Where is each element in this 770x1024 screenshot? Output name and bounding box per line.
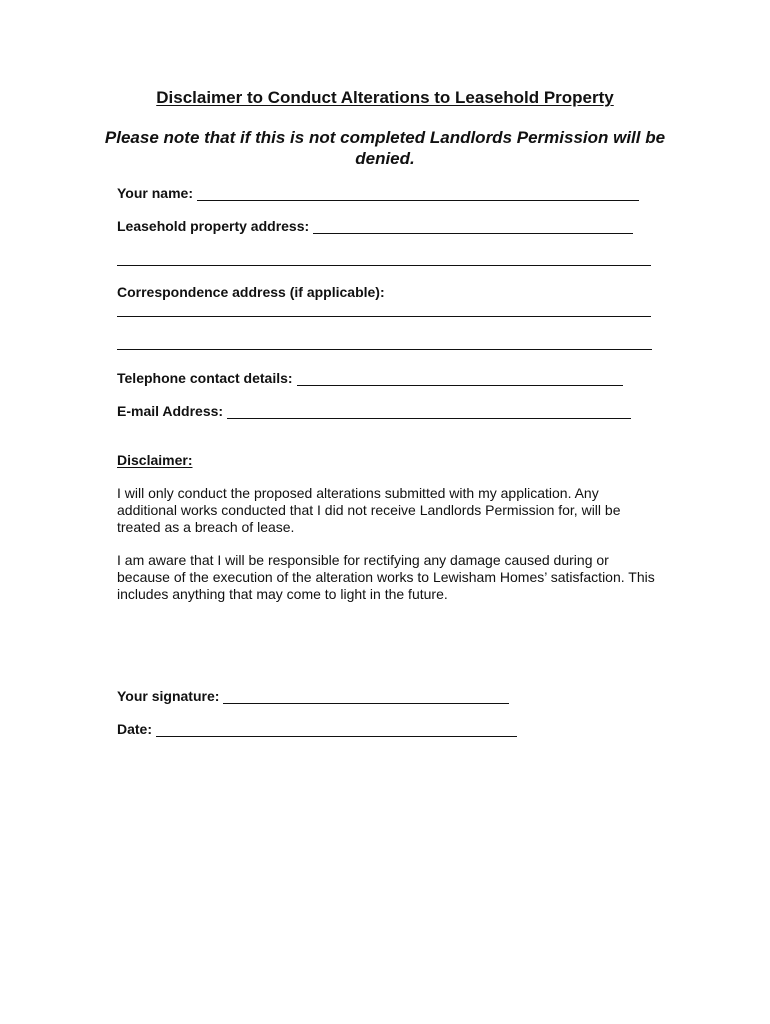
telephone-row <box>117 368 623 386</box>
email-row <box>117 401 631 419</box>
leasehold-address-label: Leasehold property address: <box>117 218 310 234</box>
signature-row <box>117 686 509 704</box>
correspondence-address-field-line-2[interactable] <box>117 348 652 350</box>
date-field[interactable] <box>156 722 517 737</box>
telephone-label: Telephone contact details: <box>117 370 293 386</box>
email-field[interactable] <box>227 404 631 419</box>
leasehold-address-row <box>117 216 633 234</box>
document-title: Disclaimer to Conduct Alterations to Leasehold Property <box>156 88 614 107</box>
date-row <box>117 719 517 737</box>
your-name-row <box>117 183 639 201</box>
signature-label: Your signature: <box>117 688 220 704</box>
telephone-field[interactable] <box>297 371 623 386</box>
permission-notice: Please note that if this is not completed Landlords Permission will be denied. <box>104 128 666 168</box>
disclaimer-paragraph-1: I will only conduct the proposed alterations submitted with my application. Any additional works conducted that I did not receive Landlords Permission for, will be treated as a breach of lease. <box>117 485 621 535</box>
email-label: E-mail Address: <box>117 403 224 419</box>
leasehold-address-field[interactable] <box>313 219 633 234</box>
correspondence-address-field-line-1[interactable] <box>117 315 651 317</box>
your-name-field[interactable] <box>197 186 639 201</box>
correspondence-address-label: Correspondence address (if applicable): <box>117 284 385 300</box>
signature-field[interactable] <box>223 689 509 704</box>
disclaimer-heading: Disclaimer: <box>117 452 193 468</box>
leasehold-address-field-line-2[interactable] <box>117 264 651 266</box>
disclaimer-paragraph-2: I am aware that I will be responsible for rectifying any damage caused during or because of the execution of the alteration works to Lewisham Homes’ satisfaction. This includes anything that may come to light in the future. <box>117 552 655 602</box>
date-label: Date: <box>117 721 153 737</box>
your-name-label: Your name: <box>117 185 193 201</box>
